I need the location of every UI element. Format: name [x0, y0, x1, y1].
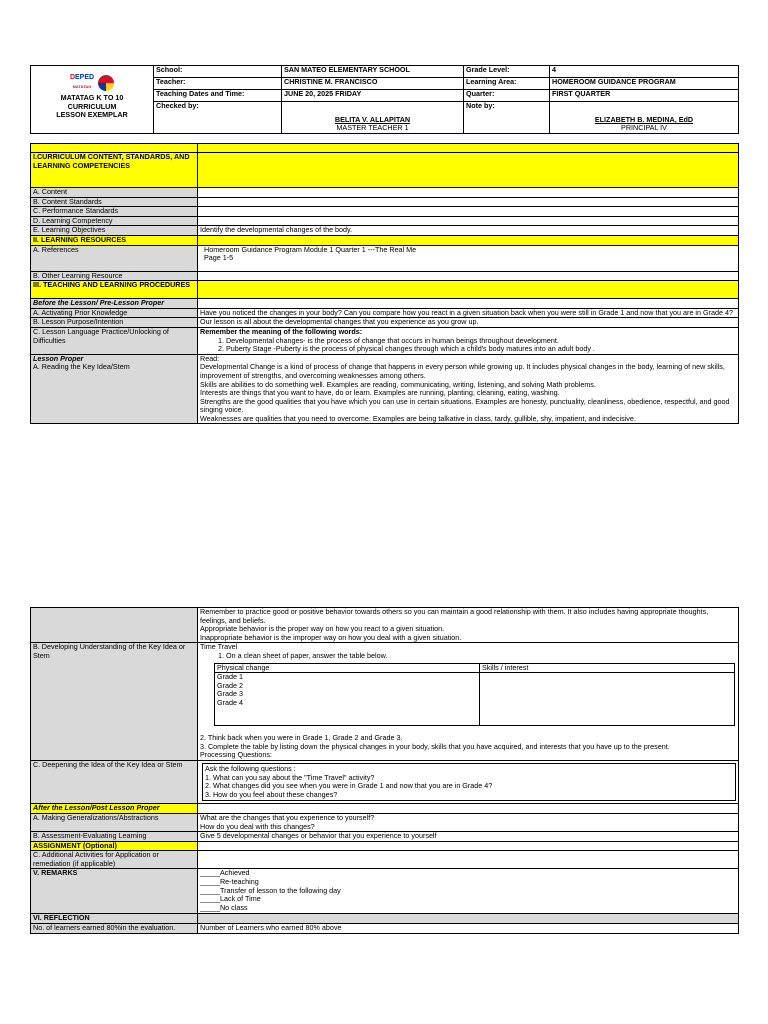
activating-label: A. Activating Prior Knowledge: [31, 308, 198, 318]
section-1-heading: I.CURRICULUM CONTENT, STANDARDS, AND LEARNING COMPETENCIES: [31, 153, 198, 188]
dates-label: Teaching Dates and Time:: [154, 90, 282, 102]
program-title-1: MATATAG K TO 10: [60, 93, 124, 102]
reflection-evaluation-label: No. of learners earned 80%in the evaluation.: [31, 924, 198, 934]
noter-cell: [550, 102, 739, 134]
grade-list-cell: [215, 673, 480, 726]
generalization-label: A. Making Generalizations/Abstractions: [31, 813, 198, 831]
matatag-logo: MATATAG: [72, 84, 92, 89]
grade-row: Grade 1: [217, 672, 243, 682]
generalization-value: [198, 813, 739, 831]
content-standards-value: [198, 197, 739, 207]
noter-name: ELIZABETH B. MEDINA, EdD: [594, 114, 694, 124]
learning-objectives-label: E. Learning Objectives: [31, 226, 198, 236]
content-value: [198, 188, 739, 198]
question-1: 1. What can you say about the "Time Travel" activity?: [205, 772, 375, 782]
purpose-label: B. Lesson Purpose/Intention: [31, 318, 198, 328]
lesson-table-2: [30, 607, 739, 934]
reading-line-3: Skills are abilities to do something well. Examples are reading, communicating, writing, listening, and solving Math problems.: [200, 379, 596, 389]
learning-objectives-value: Identify the developmental changes of the body.: [198, 226, 739, 236]
developing-line-5: Processing Questions:: [200, 750, 272, 760]
reflection-label: VI. REFLECTION: [31, 914, 198, 924]
grade-row: Grade 4: [217, 697, 243, 707]
time-travel-table: [214, 663, 735, 727]
references-line-1: Homeroom Guidance Program Module 1 Quarter 1 ---The Real Me: [204, 244, 417, 254]
skills-interest-header: Skills / interest: [480, 663, 735, 673]
developing-line-1: Time Travel: [200, 642, 238, 652]
purpose-value: Our lesson is all about the developmental changes that you experience as you grow up.: [198, 318, 739, 328]
reading-line-2: Developmental Change is a kind of process of change that happens in every person while growing up. It includes physical changes in the body, learning of new skills, improvement of strengths, and overcoming weaknesses among others.: [200, 362, 725, 380]
assessment-label: B. Assessment-Evaluating Learning: [31, 832, 198, 842]
reading-line-1: Read:: [200, 353, 220, 363]
after-lesson-label: After the Lesson/Post Lesson Proper: [31, 804, 198, 814]
other-resource-label: B. Other Learning Resource: [31, 271, 198, 281]
references-label: A. References: [31, 245, 198, 271]
checker-name: BELITA V. ALLAPITAN: [334, 114, 411, 124]
teacher-value: CHRISTINE M. FRANCISCO: [282, 78, 464, 90]
before-lesson-fill: [198, 299, 739, 309]
assessment-value: Give 5 developmental changes or behavior that you experience to yourself: [198, 832, 739, 842]
before-lesson-label: Before the Lesson/ Pre-Lesson Proper: [31, 299, 198, 309]
grade-value: 4: [550, 66, 739, 78]
checked-label: Checked by:: [154, 102, 282, 134]
deped-logo: DEPED: [69, 74, 95, 82]
deepening-value: [198, 760, 739, 803]
grade-row: Grade 2: [217, 680, 243, 690]
program-title-2: CURRICULUM: [67, 101, 117, 111]
content-standards-label: B. Content Standards: [31, 197, 198, 207]
section-2-heading: II. LEARNING RESOURCES: [31, 235, 198, 245]
area-label: Learning Area:: [464, 78, 550, 90]
lesson-exemplar-page-2: [30, 607, 738, 934]
remark-lack-of-time: _____Lack of Time: [200, 894, 261, 904]
reading-label: A. Reading the Key Idea/Stem: [33, 362, 130, 372]
logo-group: [33, 72, 151, 94]
remarks-value: [198, 869, 739, 914]
language-practice-item-1: 1. Developmental changes- is the process of change that occurs in human beings throughout development.: [218, 335, 559, 345]
developing-label: B. Developing Understanding of the Key Idea or Stem: [31, 643, 198, 761]
developing-line-2: 1. On a clean sheet of paper, answer the table below.: [218, 650, 388, 660]
other-resource-value: [198, 271, 739, 281]
quarter-label: Quarter:: [464, 90, 550, 102]
developing-line-3: 2. Think back when you were in Grade 1, Grade 2 and Grade 3.: [200, 733, 403, 743]
assignment-label: ASSIGNMENT (Optional): [31, 841, 198, 851]
reading-value: [198, 354, 739, 424]
continued-label: [31, 608, 198, 643]
generalization-line-1: What are the changes that you experience to yourself?: [200, 812, 375, 822]
seal-icon: [98, 75, 114, 91]
dates-value: JUNE 20, 2025 FRIDAY: [282, 90, 464, 102]
section-3-heading-fill: [198, 281, 739, 299]
question-3: 3. How do you feel about these changes?: [205, 789, 338, 799]
language-practice-heading: Remember the meaning of the following words:: [200, 326, 363, 336]
language-practice-label: C. Lesson Language Practice/Unlocking of Difficulties: [31, 327, 198, 354]
question-2: 2. What changes did you see when you were in Grade 1 and now that you are in Grade 4?: [205, 781, 493, 791]
continued-value: [198, 608, 739, 643]
generalization-line-2: How do you deal with this changes?: [200, 821, 315, 831]
grade-label: Grade Level:: [464, 66, 550, 78]
skills-interest-cell: [480, 673, 735, 726]
checker-title: MASTER TEACHER 1: [336, 123, 409, 133]
learning-competency-label: D. Learning Competency: [31, 216, 198, 226]
developing-value: [198, 643, 739, 761]
content-label: A. Content: [31, 188, 198, 198]
grade-row: Grade 3: [217, 689, 243, 699]
additional-activities-label: C. Additional Activities for Application or remediation (if applicable): [31, 851, 198, 869]
school-value: SAN MATEO ELEMENTARY SCHOOL: [282, 66, 464, 78]
remark-reteaching: _____Re-teaching: [200, 877, 259, 887]
reading-line-6: Weaknesses are qualities that you need to overcome. Examples are being talkative in class, tardy, gullible, shy, impatient, and indecisive.: [200, 413, 636, 423]
noter-title: PRINCIPAL IV: [621, 123, 667, 133]
noted-label: Note by:: [464, 102, 550, 134]
spacer-right: [198, 144, 739, 153]
performance-standards-label: C. Performance Standards: [31, 207, 198, 217]
language-practice-value: [198, 327, 739, 354]
program-title-cell: [31, 66, 154, 134]
reading-line-4: Interests are things that you want to have, do or learn. Examples are running, planting, cleaning, eating, washing.: [200, 388, 560, 398]
checker-cell: [282, 102, 464, 134]
teacher-label: Teacher:: [154, 78, 282, 90]
question-intro: Ask the following questions :: [205, 763, 296, 773]
reading-line-5: Strengths are the good qualities that you have which you can use in certain situations. Examples are honesty, punctuality, cleanliness, obedience, respectful, and good singing voice.: [200, 396, 730, 415]
section-2-heading-fill: [198, 235, 739, 245]
remark-achieved: _____Achieved: [200, 868, 250, 878]
remarks-label: V. REMARKS: [31, 869, 198, 914]
language-practice-item-2: 2. Puberty Stage -Puberty is the process of physical changes through which a child's body matures into an adult body .: [218, 344, 595, 354]
lesson-exemplar-page-1: [30, 65, 738, 424]
references-value: [198, 245, 739, 271]
school-label: School:: [154, 66, 282, 78]
program-title-3: LESSON EXEMPLAR: [56, 110, 128, 120]
assignment-fill: [198, 841, 739, 851]
performance-standards-value: [198, 207, 739, 217]
quarter-value: FIRST QUARTER: [550, 90, 739, 102]
lesson-table-1: [30, 143, 739, 424]
activating-value: Have you noticed the changes in your body? Can you compare how you react in a given situation back when you were still in Grade 1 and now that you are in Grade 4?: [198, 308, 739, 318]
remark-no-class: _____No class: [200, 902, 248, 912]
header-table: [30, 65, 739, 134]
physical-change-header: Physical change: [215, 663, 480, 673]
remark-transfer: _____Transfer of lesson to the following day: [200, 885, 341, 895]
reflection-evaluation-value: Number of Learners who earned 80% above: [198, 924, 739, 934]
deepening-label: C. Deepening the Idea of the Key Idea or Stem: [31, 760, 198, 803]
reading-label-cell: [31, 354, 198, 424]
section-3-heading: III. TEACHING AND LEARNING PROCEDURES: [31, 281, 198, 299]
developing-line-4: 3. Complete the table by listing down the physical changes in your body, skills that you have acquired, and interests that you have up to the present.: [200, 741, 670, 751]
lesson-proper-label: Lesson Proper: [33, 353, 84, 363]
additional-activities-value: [198, 851, 739, 869]
references-line-2: Page 1-5: [204, 253, 234, 263]
after-lesson-fill: [198, 804, 739, 814]
continued-line-2: Appropriate behavior is the proper way on how you react to a given situation.: [200, 624, 445, 634]
section-1-heading-fill: [198, 153, 739, 188]
questions-box: [202, 763, 736, 801]
area-value: HOMEROOM GUIDANCE PROGRAM: [550, 78, 739, 90]
continued-line-1: Remember to practice good or positive behavior towards others so you can maintain a good relationship with them. It also includes having appropriate thoughts, feelings, and beliefs.: [200, 607, 709, 625]
continued-line-3: Inappropriate behavior is the improper way on how you deal with a given situation.: [200, 632, 462, 642]
